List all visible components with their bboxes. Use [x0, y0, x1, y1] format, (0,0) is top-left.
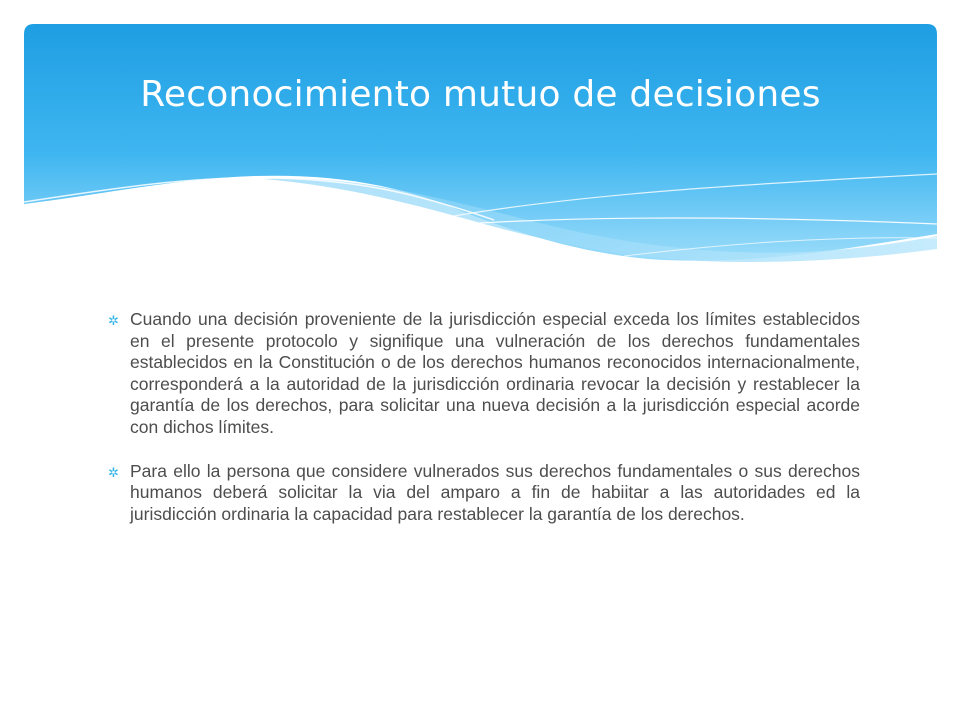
bullet-item — [108, 309, 860, 439]
header-wave-banner — [24, 24, 937, 274]
bullet-text: Cuando una decisión proveniente de la jurisdicción especial exceda los límites establecidos en el presente protocolo y signifique una vulneración de los derechos fundamentales establecidos en la Constitución o de los derechos humanos reconocidos internacionalmente, corresponderá a la autoridad de la jurisdicción ordinaria revocar la decisión y restablecer la garantía de los derechos, para solicitar una nueva decisión a la jurisdicción especial acorde con dichos límites. — [130, 309, 860, 437]
bullet-list — [108, 309, 860, 525]
asterisk-bullet-icon: ✲ — [108, 464, 119, 480]
bullet-text: Para ello la persona que considere vulnerados sus derechos fundamentales o sus derechos humanos deberá solicitar la via del amparo a fin de habiitar a las autoridades ed la jurisdicción ordinaria la capacidad para restablecer la garantía de los derechos. — [130, 460, 860, 524]
bullet-item — [108, 461, 860, 526]
asterisk-bullet-icon: ✲ — [108, 313, 119, 328]
slide-title: Reconocimiento mutuo de decisiones — [140, 74, 821, 115]
